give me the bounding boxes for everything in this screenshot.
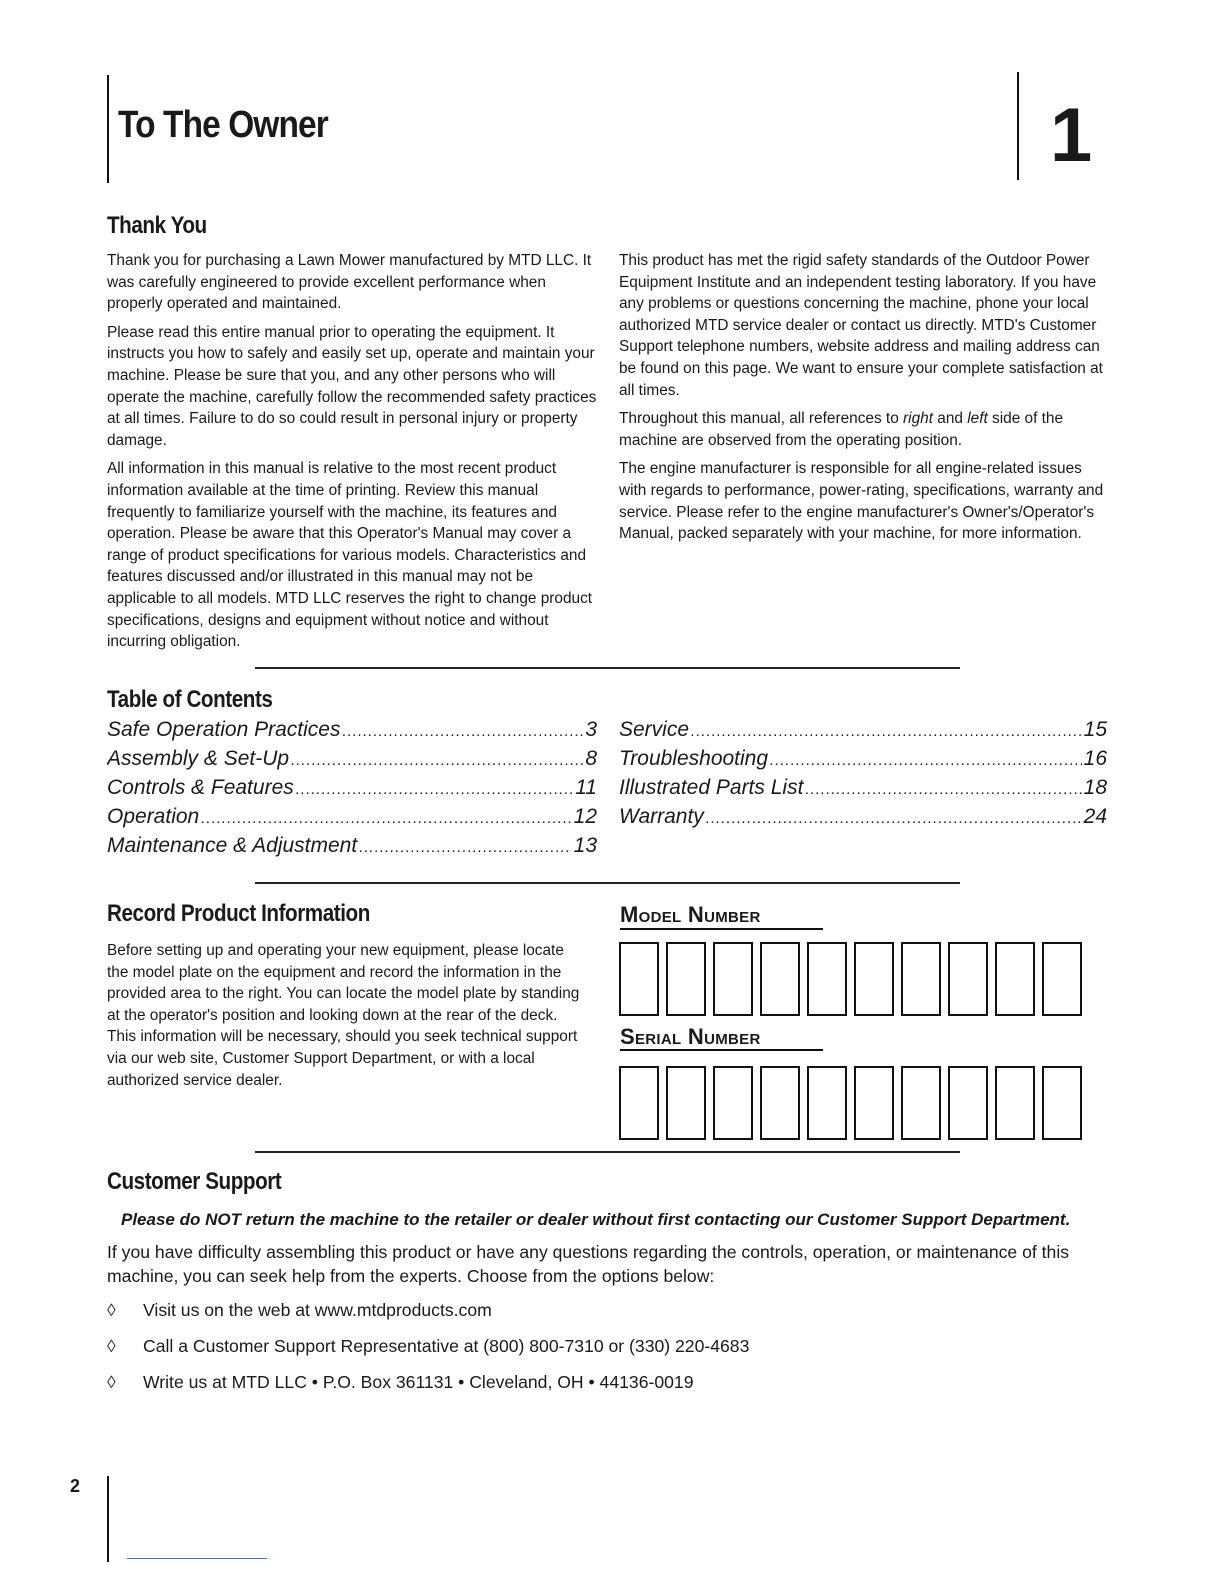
model-digit-box[interactable] bbox=[1042, 942, 1082, 1016]
diamond-bullet-icon: ◊ bbox=[107, 1300, 116, 1320]
thank-you-paragraph: All information in this manual is relative to the most recent product information available at the time of printing. Review this manual frequently to familiarize yourself with the machine, its features and operation. Please be aware that this Operator's Manual may cover a range of product specifications for various models. Characteristics and features discussed and/or illustrated in this manual may not be applicable to all models. MTD LLC reserves the right to change product specifications, designs and equipment without notice and without incurring obligation. bbox=[107, 460, 593, 651]
footer-bar bbox=[107, 1476, 109, 1562]
toc-leader bbox=[201, 805, 571, 829]
toc-heading: Table of Contents bbox=[107, 686, 273, 713]
thank-you-paragraph: The engine manufacturer is responsible for all engine-related issues with regards to performance, power-rating, specifications, warranty and service. Please refer to the engine manufacturer's Owner's/Operator's Manual, packed separately with your machine, for more information. bbox=[619, 460, 1104, 543]
support-heading: Customer Support bbox=[107, 1168, 282, 1195]
toc-entry[interactable] bbox=[619, 805, 1107, 829]
model-digit-box[interactable] bbox=[807, 942, 847, 1016]
toc-page: 3 bbox=[585, 718, 597, 741]
serial-digit-box[interactable] bbox=[854, 1066, 894, 1140]
toc-entry[interactable] bbox=[619, 747, 1107, 771]
header-left-bar bbox=[107, 75, 109, 183]
toc-label: Operation bbox=[107, 805, 200, 828]
page-number: 2 bbox=[70, 1476, 81, 1496]
toc-leader bbox=[296, 776, 573, 800]
thank-you-left-column bbox=[107, 250, 597, 660]
thank-you-paragraph: This product has met the rigid safety standards of the Outdoor Power Equipment Institute and an independent testing laboratory. If you have any problems or questions concerning the machine, phone your local authorized MTD service dealer or contact us directly. MTD's Customer Support telephone numbers, website address and mailing address can be found on this page. We want to ensure your complete satisfaction at all times. bbox=[619, 252, 1103, 399]
model-digit-box[interactable] bbox=[619, 942, 659, 1016]
toc-entry[interactable] bbox=[107, 747, 597, 771]
toc-leader bbox=[291, 747, 583, 771]
serial-digit-box[interactable] bbox=[1042, 1066, 1082, 1140]
support-option bbox=[107, 1300, 492, 1321]
toc-label: Controls & Features bbox=[107, 776, 294, 799]
model-label-underline bbox=[620, 928, 823, 930]
toc-page: 11 bbox=[575, 776, 597, 799]
serial-digit-box[interactable] bbox=[995, 1066, 1035, 1140]
toc-page: 15 bbox=[1083, 718, 1107, 741]
model-number-label: Model Number bbox=[620, 902, 761, 927]
support-option-text[interactable]: Visit us on the web at www.mtdproducts.com bbox=[143, 1300, 492, 1320]
serial-digit-box[interactable] bbox=[619, 1066, 659, 1140]
thank-you-heading: Thank You bbox=[107, 212, 207, 239]
serial-label-underline bbox=[620, 1049, 823, 1051]
toc-label: Maintenance & Adjustment bbox=[107, 834, 358, 857]
model-digit-box[interactable] bbox=[760, 942, 800, 1016]
footer-link-underline bbox=[127, 1558, 267, 1559]
model-digit-box[interactable] bbox=[901, 942, 941, 1016]
page-title: To The Owner bbox=[118, 104, 328, 146]
toc-page: 13 bbox=[573, 834, 597, 857]
support-option-text: Write us at MTD LLC • P.O. Box 361131 • Cleveland, OH • 44136-0019 bbox=[143, 1372, 694, 1392]
serial-digit-box[interactable] bbox=[666, 1066, 706, 1140]
toc-leader bbox=[691, 718, 1082, 742]
toc-label: Warranty bbox=[619, 805, 704, 828]
serial-number-label: Serial Number bbox=[620, 1024, 761, 1049]
toc-label: Safe Operation Practices bbox=[107, 718, 341, 741]
chapter-number: 1 bbox=[1050, 93, 1093, 178]
model-digit-box[interactable] bbox=[948, 942, 988, 1016]
toc-leader bbox=[342, 718, 583, 742]
serial-digit-box[interactable] bbox=[760, 1066, 800, 1140]
support-notice: Please do NOT return the machine to the retailer or dealer without first contacting our Customer Support Department. bbox=[121, 1210, 1071, 1229]
toc-page: 24 bbox=[1083, 805, 1107, 828]
orientation-paragraph bbox=[619, 408, 1109, 451]
model-digit-box[interactable] bbox=[713, 942, 753, 1016]
toc-entry[interactable] bbox=[107, 834, 597, 858]
toc-entry[interactable] bbox=[107, 776, 597, 800]
serial-digit-box[interactable] bbox=[807, 1066, 847, 1140]
toc-entry[interactable] bbox=[107, 805, 597, 829]
toc-entry[interactable] bbox=[107, 718, 597, 742]
toc-page: 12 bbox=[573, 805, 597, 828]
toc-leader bbox=[805, 776, 1081, 800]
serial-number-boxes[interactable] bbox=[619, 1066, 1089, 1140]
text-fragment: Throughout this manual, all references to bbox=[619, 410, 904, 428]
toc-label: Service bbox=[619, 718, 690, 741]
record-body: Before setting up and operating your new equipment, please locate the model plate on the equipment and record the information in the provided area to the right. You can locate the model plate by standing at the operator's position and looking down at the rear of the deck. This information will be necessary, should you seek technical support via our web site, Customer Support Department, or with a local authorized service dealer. bbox=[107, 942, 580, 1089]
model-digit-box[interactable] bbox=[995, 942, 1035, 1016]
toc-page: 8 bbox=[585, 747, 597, 770]
toc-label: Illustrated Parts List bbox=[619, 776, 804, 799]
header-right-bar bbox=[1017, 72, 1019, 180]
thank-you-right-column bbox=[619, 250, 1109, 552]
toc-leader bbox=[359, 834, 571, 858]
toc-entry[interactable] bbox=[619, 718, 1107, 742]
toc-label: Troubleshooting bbox=[619, 747, 769, 770]
text-fragment: and bbox=[932, 410, 968, 428]
thank-you-paragraph: Please read this entire manual prior to operating the equipment. It instructs you how to safely and easily set up, operate and maintain your machine. Please be sure that you, and any other persons who will operate the machine, carefully follow the recommended safety practices at all times. Failure to do so could result in personal injury or property damage. bbox=[107, 323, 597, 449]
thank-you-paragraph: Thank you for purchasing a Lawn Mower manufactured by MTD LLC. It was carefully engineered to provide excellent performance when properly operated and maintained. bbox=[107, 252, 592, 313]
record-heading: Record Product Information bbox=[107, 900, 370, 927]
toc-page: 18 bbox=[1083, 776, 1107, 799]
section-divider bbox=[255, 882, 960, 884]
toc-page: 16 bbox=[1083, 747, 1107, 770]
support-option bbox=[107, 1372, 693, 1393]
toc-label: Assembly & Set-Up bbox=[107, 747, 290, 770]
support-option-text: Call a Customer Support Representative at (800) 800-7310 or (330) 220-4683 bbox=[143, 1336, 750, 1356]
right-term: right bbox=[903, 410, 933, 428]
support-body: If you have difficulty assembling this product or have any questions regarding the controls, operation, or maintenance of this machine, you can seek help from the experts. Choose from the options below: bbox=[107, 1242, 1070, 1286]
serial-digit-box[interactable] bbox=[948, 1066, 988, 1140]
section-divider bbox=[255, 1151, 960, 1153]
diamond-bullet-icon: ◊ bbox=[107, 1372, 116, 1392]
toc-leader bbox=[770, 747, 1082, 771]
section-divider bbox=[255, 667, 960, 669]
toc-leader bbox=[706, 805, 1082, 829]
diamond-bullet-icon: ◊ bbox=[107, 1336, 116, 1356]
serial-digit-box[interactable] bbox=[901, 1066, 941, 1140]
support-option bbox=[107, 1336, 749, 1357]
toc-entry[interactable] bbox=[619, 776, 1107, 800]
serial-digit-box[interactable] bbox=[713, 1066, 753, 1140]
left-term: left bbox=[967, 410, 988, 428]
model-number-boxes[interactable] bbox=[619, 942, 1089, 1016]
model-digit-box[interactable] bbox=[854, 942, 894, 1016]
model-digit-box[interactable] bbox=[666, 942, 706, 1016]
text-fragment: side of the machine are observed from the operating position. bbox=[619, 410, 1064, 449]
